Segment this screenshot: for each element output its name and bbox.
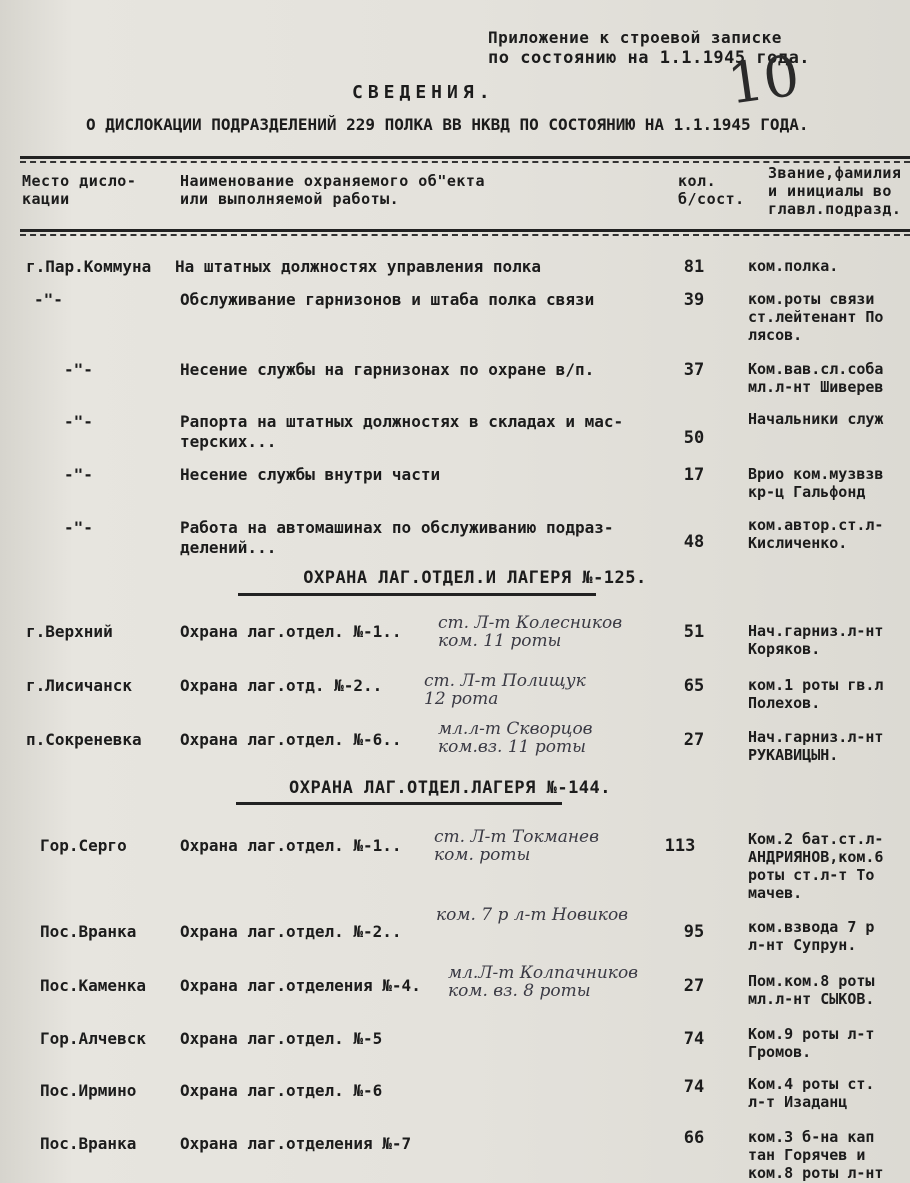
row-commander: ком.полка.	[748, 257, 839, 275]
handwritten-note: ст. Л-т Полищук 12 рота	[424, 671, 586, 709]
handwritten-page-number: 10	[723, 43, 804, 118]
row-commander: Ком.9 роты л-т Громов.	[748, 1025, 875, 1061]
header-rule-top	[20, 156, 910, 159]
row-commander: Ком.вав.сл.соба мл.л-нт Шиверев	[748, 360, 884, 396]
row-place: г.Верхний	[26, 622, 113, 641]
row-count: 66	[683, 1128, 705, 1148]
row-count: 113	[664, 836, 696, 856]
row-commander: Врио ком.музвзв кр-ц Гальфонд	[748, 465, 884, 501]
annex-line-2: по состоянию на 1.1.1945 года.	[488, 48, 811, 68]
row-commander: ком.роты связи ст.лейтенант По лясов.	[748, 290, 884, 344]
row-commander: Начальники служ	[748, 410, 884, 428]
row-count: 48	[683, 532, 705, 552]
row-count: 74	[683, 1077, 705, 1097]
section-underline	[236, 802, 562, 805]
row-object: Охрана лаг.отдел. №-1..	[180, 836, 402, 855]
handwritten-note: мл.Л-т Колпачников ком. вз. 8 роты	[448, 963, 639, 1001]
row-place: Гор.Алчевск	[40, 1029, 146, 1048]
row-place: п.Сокреневка	[26, 730, 142, 749]
row-place: г.Пар.Коммуна	[26, 257, 152, 276]
row-count: 65	[683, 676, 705, 696]
row-object: На штатных должностях управления полка	[175, 257, 542, 276]
row-object: Обслуживание гарнизонов и штаба полка связи	[180, 290, 595, 309]
row-object: Несение службы на гарнизонах по охране в/п.	[180, 360, 595, 379]
row-object: Охрана лаг.отделения №-7	[180, 1134, 412, 1153]
column-header-object: Наименование охраняемого об"екта или выполняемой работы.	[180, 172, 485, 208]
row-commander: ком.3 б-на кап тан Горячев и ком.8 роты л-нт	[748, 1128, 884, 1182]
row-object: Несение службы внутри части	[180, 465, 441, 484]
row-place: Пос.Вранка	[40, 922, 137, 941]
section-heading-144: ОХРАНА ЛАГ.ОТДЕЛ.ЛАГЕРЯ №-144.	[288, 778, 612, 798]
row-count: 50	[683, 428, 705, 448]
column-header-place: Место дисло- кации	[22, 172, 137, 208]
row-place: Пос.Каменка	[40, 976, 146, 995]
header-rule-bottom-2	[20, 234, 910, 236]
row-commander: Ком.4 роты ст. л-т Изаданц	[748, 1075, 875, 1111]
row-object: Охрана лаг.отд. №-2..	[180, 676, 383, 695]
handwritten-note: ком. 7 р л-т Новиков	[436, 905, 629, 925]
handwritten-note: ст. Л-т Токманев ком. роты	[434, 827, 600, 865]
row-object: Охрана лаг.отдел. №-1..	[180, 622, 402, 641]
row-object: Охрана лаг.отдел. №-2..	[180, 922, 402, 941]
row-count: 39	[683, 290, 705, 310]
column-header-count: кол. б/сост.	[678, 172, 745, 208]
row-commander: ком.взвода 7 р л-нт Супрун.	[748, 918, 875, 954]
row-commander: Нач.гарниз.л-нт Коряков.	[748, 622, 884, 658]
row-count: 51	[683, 622, 705, 642]
row-object: Охрана лаг.отдел. №-6	[180, 1081, 383, 1100]
handwritten-note: ст. Л-т Колесников ком. 11 роты	[438, 613, 623, 651]
row-object: Рапорта на штатных должностях в складах и мас- терских...	[180, 412, 624, 451]
row-place: -"-	[64, 360, 93, 379]
row-count: 27	[683, 730, 705, 750]
row-commander: Пом.ком.8 роты мл.л-нт СЫКОВ.	[748, 972, 875, 1008]
column-header-commander: Звание,фамилия и инициалы во главл.подразд.	[768, 164, 902, 218]
row-place: Гор.Серго	[40, 836, 127, 855]
row-commander: Нач.гарниз.л-нт РУКАВИЦЫН.	[748, 728, 884, 764]
annex-line-1: Приложение к строевой записке	[488, 28, 782, 47]
handwritten-note: мл.л-т Скворцов ком.вз. 11 роты	[438, 719, 593, 757]
row-place: -"-	[34, 290, 63, 309]
row-commander: ком.1 роты гв.л Полехов.	[748, 676, 884, 712]
row-count: 17	[683, 465, 705, 485]
header-rule-bottom	[20, 229, 910, 232]
document-subtitle: О ДИСЛОКАЦИИ ПОДРАЗДЕЛЕНИЙ 229 ПОЛКА ВВ НКВД ПО СОСТОЯНИЮ НА 1.1.1945 ГОДА.	[86, 115, 809, 134]
header-rule-top-2	[20, 161, 910, 163]
row-place: Пос.Ирмино	[40, 1081, 137, 1100]
row-commander: ком.автор.ст.л- Кисличенко.	[748, 516, 884, 552]
row-object: Охрана лаг.отдел. №-5	[180, 1029, 383, 1048]
row-count: 27	[683, 976, 705, 996]
row-commander: Ком.2 бат.ст.л- АНДРИЯНОВ,ком.6 роты ст.л-т То мачев.	[748, 830, 884, 902]
row-count: 74	[683, 1029, 705, 1049]
document-title: СВЕДЕНИЯ.	[352, 82, 495, 103]
row-object: Охрана лаг.отделения №-4.	[180, 976, 421, 995]
row-place: Пос.Вранка	[40, 1134, 137, 1153]
row-place: г.Лисичанск	[26, 676, 132, 695]
row-object: Работа на автомашинах по обслуживанию подраз- делений...	[180, 518, 614, 557]
row-place: -"-	[64, 518, 93, 537]
row-count: 81	[683, 257, 705, 277]
section-underline	[238, 593, 596, 596]
row-place: -"-	[64, 465, 93, 484]
row-object: Охрана лаг.отдел. №-6..	[180, 730, 402, 749]
row-count: 37	[683, 360, 705, 380]
row-place: -"-	[64, 412, 93, 431]
section-heading-125: ОХРАНА ЛАГ.ОТДЕЛ.И ЛАГЕРЯ №-125.	[303, 568, 647, 588]
row-count: 95	[683, 922, 705, 942]
